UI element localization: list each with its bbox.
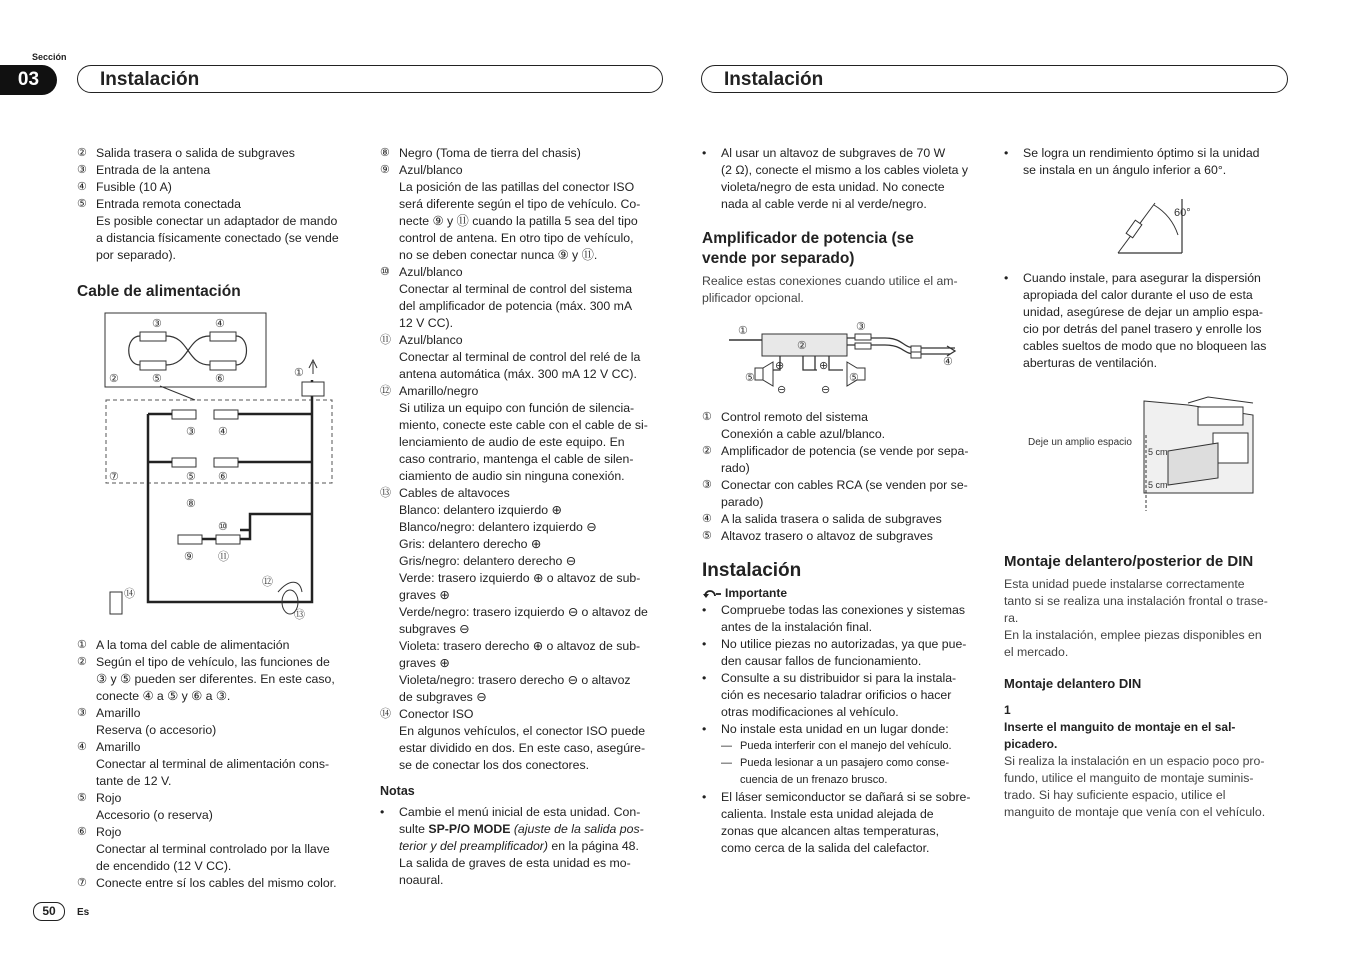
power-cable-wiring-diagram [100, 310, 340, 620]
item-text-line: tante de 12 V. [96, 774, 172, 788]
section-heading-din: Montaje delantero/posterior de DIN [1004, 553, 1254, 570]
text-line: ra. [1004, 611, 1019, 625]
text-line: cuencia de un frenazo brusco. [740, 774, 888, 786]
section-label: Sección [32, 52, 67, 62]
text-line: Pueda lesionar a un pasajero como conse- [740, 757, 950, 769]
item-number: ③ [77, 707, 87, 719]
text-line: ción es necesario taladrar orificios o hacer [721, 688, 952, 702]
item-text-line: Blanco/negro: delantero izquierdo ⊖ [399, 520, 597, 534]
item-text-line: Entrada remota conectada [96, 197, 241, 211]
item-text-line: ciamiento de audio sin ninguna conexión. [399, 469, 625, 483]
column-3 [702, 145, 987, 307]
text-line: Se logra un rendimiento óptimo si la unidad [1023, 146, 1260, 160]
item-text-line: ③ y ⑤ pueden ser diferentes. En este caso, [96, 672, 335, 686]
item-number: ① [77, 639, 87, 651]
item-text-line: Conectar al terminal controlado por la llave [96, 842, 330, 856]
text-line: (2 Ω), conecte el mismo a los cables violeta y [721, 163, 969, 177]
heading-line: Amplificador de potencia (se [702, 230, 914, 247]
text-line: tanto si se realiza una instalación frontal o trase- [1004, 594, 1268, 608]
ventilation-bullet-wrap [1004, 270, 1294, 372]
ventilation-space-diagram [1028, 393, 1268, 513]
installation-heading: Instalación [702, 560, 802, 581]
item-number: ② [77, 656, 87, 668]
text-line: fundo, utilice el manguito de montaje suminis- [1004, 771, 1254, 785]
item-text-line: parado) [721, 495, 764, 509]
item-text-line: Blanco: delantero izquierdo ⊕ [399, 503, 562, 517]
item-text-line: Gris/negro: delantero derecho ⊖ [399, 554, 577, 568]
text-line: el mercado. [1004, 645, 1069, 659]
step-1-title: 1 Inserte el manguito de montaje en el sal- picadero. [1004, 702, 1294, 753]
item-text-line: Amarillo [96, 740, 141, 754]
section-heading-power-cable: Cable de alimentación [77, 283, 241, 300]
list-item [77, 162, 362, 179]
text-line: Cuando instale, para asegurar la dispersión [1023, 271, 1261, 285]
heading-line: vende por separado) [702, 250, 855, 267]
item-text-line: de encendido (12 V CC). [96, 859, 232, 873]
space-label: Deje un amplio espacio [1028, 437, 1132, 448]
item-text-line: A la toma del cable de alimentación [96, 638, 290, 652]
item-text-line: Conectar al terminal de control del sistema [399, 282, 633, 296]
item-number: ⑤ [77, 198, 87, 210]
item-text-line: graves ⊕ [399, 588, 450, 602]
text-line: violeta/negro de esta unidad. No conecte [721, 180, 945, 194]
angle-bullet: • Se logra un rendimiento óptimo si la unidad se instala en un ángulo inferior a 60°. [1004, 145, 1294, 179]
column-4 [1004, 145, 1294, 179]
item-text-line: conecte ④ a ⑤ y ⑥ a ③. [96, 689, 231, 703]
amp-diagram-callout: ① [738, 325, 748, 337]
item-text-line: caso contrario, mantenga el cable de silen- [399, 452, 634, 466]
text-line: Al usar un altavoz de subgraves de 70 W [721, 146, 946, 160]
item-number: ⑤ [77, 792, 87, 804]
diagram-callout: ⑤ [152, 373, 162, 385]
list-item [77, 145, 362, 162]
list-item [702, 409, 987, 443]
item-text-line: miento, conecte este cable con el cable de si- [399, 418, 648, 432]
important-note: Importante [702, 585, 987, 602]
svg-text:⊖: ⊖ [821, 384, 831, 396]
laser-bullet: • El láser semiconductor se dañará si se sobre- calienta. Instale esta unidad alejada de zonas que alcancen altas temperaturas, como cerca de la salida del calefactor. [702, 789, 987, 857]
item-text-line: no se deben conectar nunca ⑨ y ⑪. [399, 248, 598, 262]
section-heading-amplifier [702, 229, 987, 269]
bullet-item: • Compruebe todas las conexiones y sistemas antes de la instalación final. [702, 602, 987, 636]
diagram-callout: ⑥ [218, 471, 228, 483]
diagram-callout: ② [109, 373, 119, 385]
item-text-line: Gris: delantero derecho ⊕ [399, 537, 542, 551]
text-line: nada al cable verde ni al verde/negro. [721, 197, 927, 211]
item-list-top [77, 145, 362, 264]
diagram-callout: ⑭ [124, 588, 135, 600]
column-2 [380, 145, 665, 889]
amp-diagram-callout: ⑤ [849, 372, 859, 384]
text-line: Inserte el manguito de montaje en el sal- [1004, 720, 1236, 734]
list-item [77, 196, 362, 264]
svg-text:⊕: ⊕ [819, 360, 829, 372]
item-text-line: control de antena. En otro tipo de vehículo, [399, 231, 634, 245]
diagram-callout: ⑪ [218, 551, 229, 563]
item-text-line: Conectar con cables RCA (se venden por se- [721, 478, 968, 492]
item-text-line: En algunos vehículos, el conector ISO puede [399, 724, 646, 738]
item-text-line: Fusible (10 A) [96, 180, 172, 194]
diagram-callout: ⑫ [262, 576, 273, 588]
din-text [1004, 576, 1294, 661]
amp-diagram-callout: ④ [943, 356, 953, 368]
text-line: aberturas de ventilación. [1023, 356, 1157, 370]
text-line: como cerca de la salida del calefactor. [721, 841, 930, 855]
bullet-item: • Consulte a su distribuidor si para la instala- ción es necesario taladrar orificios o hacer otras modificaciones al vehículo. [702, 670, 987, 721]
item-text-line: de subgraves ⊖ [399, 690, 487, 704]
item-text-line: Conectar al terminal de alimentación cons- [96, 757, 330, 771]
item-text-line: necte ⑨ y ⑪ cuando la patilla 5 sea del tipo [399, 214, 638, 228]
list-item [77, 654, 362, 705]
svg-text:⊖: ⊖ [777, 384, 787, 396]
item-text-line: Rojo [96, 791, 122, 805]
diagram-callout: ⑥ [215, 373, 225, 385]
amplifier-intro [702, 273, 987, 307]
item-list-bottom [77, 637, 362, 892]
item-text-line: A la salida trasera o salida de subgraves [721, 512, 942, 526]
item-text-line: Amarillo [96, 706, 141, 720]
item-number: ③ [77, 164, 87, 176]
section-number-badge: 03 [0, 65, 57, 95]
item-number: ⑭ [380, 708, 391, 720]
diagram-callout: ⑧ [186, 498, 196, 510]
page-header-right: Instalación [701, 65, 1288, 93]
item-text-line: Accesorio (o reserva) [96, 808, 213, 822]
diagram-callout: ③ [152, 318, 162, 330]
item-number: ⑩ [380, 266, 390, 278]
dash-item: — Pueda lesionar a un pasajero como conse- cuencia de un frenazo brusco. [702, 755, 987, 789]
diagram-callout: ④ [215, 318, 225, 330]
text-line: manguito de montaje que venía con el vehículo. [1004, 805, 1266, 819]
text-line: Si realiza la instalación en un espacio poco pro- [1004, 754, 1265, 768]
item-text-line: a distancia físicamente conectado (se vende [96, 231, 339, 245]
item-text-line: Amplificador de potencia (se vende por sepa- [721, 444, 969, 458]
text-line: zonas que alcancen altas temperaturas, [721, 824, 940, 838]
item-text-line: Verde/negro: trasero izquierdo ⊖ o altavoz de [399, 605, 648, 619]
section-heading-front-din: Montaje delantero DIN [1004, 676, 1142, 691]
list-item [380, 162, 665, 264]
list-item [702, 477, 987, 511]
bullet-item: • No utilice piezas no autorizadas, ya que pue- den causar fallos de funcionamiento. [702, 636, 987, 670]
item-text-line: Conectar al terminal de control del relé de la [399, 350, 641, 364]
note-item: • Cambie el menú inicial de esta unidad. Con- sulte SP-P/O MODE (ajuste de la salida pos- terior y del preamplificador) en la página 48. La salida de graves de esta unidad es mo- noaural. [380, 805, 644, 887]
text-line: En la instalación, emplee piezas disponibles en [1004, 628, 1262, 642]
text-line: El láser semiconductor se dañará si se sobre- [721, 790, 971, 804]
item-number: ③ [702, 479, 712, 491]
item-text-line: Si utiliza un equipo con función de silencia- [399, 401, 635, 415]
list-item [77, 790, 362, 824]
item-text-line: Rojo [96, 825, 122, 839]
notes-heading: Notas [380, 784, 415, 798]
item-text-line: Según el tipo de vehículo, las funciones de [96, 655, 330, 669]
list-item [380, 332, 665, 383]
list-item [77, 875, 362, 892]
item-text-line: Conexión a cable azul/blanco. [721, 427, 886, 441]
item-text-line: Altavoz trasero o altavoz de subgraves [721, 529, 933, 543]
text-line: otras modificaciones al vehículo. [721, 705, 899, 719]
diagram-callout: ⑨ [184, 551, 194, 563]
text-line: No utilice piezas no autorizadas, ya que pue- [721, 637, 967, 651]
cm-label-top: 5 cm [1148, 447, 1168, 457]
amplifier-wiring-diagram [725, 318, 965, 398]
angle-label: 60° [1174, 207, 1191, 219]
text-line: Esta unidad puede instalarse correctamente [1004, 577, 1245, 591]
diagram-callout: ⑤ [186, 471, 196, 483]
item-number: ④ [77, 181, 87, 193]
item-text-line: lenciamiento de audio de este equipo. En [399, 435, 625, 449]
din-section [1004, 552, 1294, 821]
subwoofer-bullet: • Al usar un altavoz de subgraves de 70 W (2 Ω), conecte el mismo a los cables violeta y violeta/negro de esta unidad. No conecte nada al cable verde ni al verde/negro. [702, 145, 987, 213]
item-number: ② [702, 445, 712, 457]
important-icon [702, 587, 722, 601]
item-text-line: Es posible conectar un adaptador de mando [96, 214, 338, 228]
text-line: Realice estas conexiones cuando utilice el am- [702, 274, 958, 288]
diagram-callout: ⑦ [109, 471, 119, 483]
text-line: se instala en un ángulo inferior a 60°. [1023, 163, 1227, 177]
list-item [77, 705, 362, 739]
amp-diagram-callout: ② [797, 340, 807, 352]
item-text-line: Conector ISO [399, 707, 474, 721]
item-text-line: estar dividido en dos. En este caso, asegúre- [399, 741, 646, 755]
item-text-line: Entrada de la antena [96, 163, 211, 177]
list-item [380, 264, 665, 332]
column-3-lower [702, 409, 987, 857]
list-item [380, 145, 665, 162]
text-line: Compruebe todas las conexiones y sistemas [721, 603, 966, 617]
text-line: Pueda interferir con el manejo del vehículo. [740, 740, 952, 752]
list-item [702, 528, 987, 545]
item-number: ⑫ [380, 385, 391, 397]
installation-angle-diagram [1110, 195, 1200, 260]
list-item [77, 824, 362, 875]
item-text-line: por separado). [96, 248, 176, 262]
item-number: ⑥ [77, 826, 87, 838]
item-text-line: Verde: trasero izquierdo ⊕ o altavoz de sub- [399, 571, 641, 585]
item-text-line: Cables de altavoces [399, 486, 510, 500]
item-text-line: Conecte entre sí los cables del mismo color. [96, 876, 337, 890]
cm-label-bottom: 5 cm [1148, 480, 1168, 490]
item-number: ⑦ [77, 877, 87, 889]
dash-item: — Pueda interferir con el manejo del vehículo. [702, 738, 987, 755]
text-line: cio por detrás del panel trasero y enrolle los [1023, 322, 1262, 336]
item-text-line: 12 V CC). [399, 316, 453, 330]
item-number: ⑧ [380, 147, 390, 159]
bullet-item: • No instale esta unidad en un lugar donde: [702, 721, 987, 738]
item-text-line: Azul/blanco [399, 333, 463, 347]
text-line: apropiada del calor durante el uso de esta [1023, 288, 1253, 302]
list-item [77, 739, 362, 790]
language-code: Es [77, 907, 90, 918]
diagram-callout: ④ [218, 426, 228, 438]
list-item [77, 637, 362, 654]
svg-text:⊕: ⊕ [775, 360, 785, 372]
item-text-line: será diferente según el tipo de vehículo. Co- [399, 197, 641, 211]
item-number: ⑬ [380, 487, 391, 499]
item-text-line: subgraves ⊖ [399, 622, 470, 636]
item-text-line: se de conectar los dos conectores. [399, 758, 590, 772]
item-text-line: La posición de las patillas del conector ISO [399, 180, 635, 194]
text-line: No instale esta unidad en un lugar donde: [721, 722, 949, 736]
ventilation-bullet: • Cuando instale, para asegurar la dispersión apropiada del calor durante el uso de esta unidad, asegúrese de dejar un amplio espa- cio por detrás del panel trasero y enrolle los cables sueltos de modo que no bloqueen las aberturas de ventilación. [1004, 270, 1294, 372]
list-item [380, 383, 665, 485]
diagram-callout: ① [294, 367, 304, 379]
list-item [702, 443, 987, 477]
item-text-line: graves ⊕ [399, 656, 450, 670]
diagram-callout: ③ [186, 426, 196, 438]
item-text-line: Violeta/negro: trasero derecho ⊖ o altavoz [399, 673, 631, 687]
diagram-callout: ⑩ [218, 521, 228, 533]
page-header-left: Instalación [77, 65, 663, 93]
item-text-line: Salida trasera o salida de subgraves [96, 146, 295, 160]
item-number: ⑪ [380, 334, 391, 346]
item-number: ⑤ [702, 530, 712, 542]
diagram-callouts [109, 318, 305, 620]
text-line: den causar fallos de funcionamiento. [721, 654, 922, 668]
list-item [380, 485, 665, 706]
text-line: unidad, asegúrese de dejar un amplio espa- [1023, 305, 1263, 319]
item-number: ⑨ [380, 164, 390, 176]
amp-diagram-callout: ⑤ [745, 372, 755, 384]
step-1-text [1004, 753, 1294, 821]
item-text-line: Violeta: trasero derecho ⊕ o altavoz de sub- [399, 639, 641, 653]
list-item [77, 179, 362, 196]
diagram-callout: ⑬ [294, 609, 305, 620]
text-line: cables sueltos de modo que no bloqueen las [1023, 339, 1267, 353]
text-line: trado. Si hay suficiente espacio, utilice el [1004, 788, 1226, 802]
item-text-line: Azul/blanco [399, 163, 463, 177]
item-text-line: Reserva (o accesorio) [96, 723, 217, 737]
item-text-line: del amplificador de potencia (máx. 300 mA [399, 299, 633, 313]
item-text-line: Control remoto del sistema [721, 410, 868, 424]
column-1 [77, 145, 362, 302]
item-text-line: Negro (Toma de tierra del chasis) [399, 146, 581, 160]
text-line: antes de la instalación final. [721, 620, 873, 634]
list-item [380, 706, 665, 774]
amp-diagram-callout: ③ [856, 321, 866, 333]
item-text-line: Azul/blanco [399, 265, 463, 279]
item-number: ② [77, 147, 87, 159]
page-number: 50 [33, 902, 65, 921]
item-number: ① [702, 411, 712, 423]
item-number: ④ [77, 741, 87, 753]
item-text-line: rado) [721, 461, 750, 475]
text-line: Consulte a su distribuidor si para la instala- [721, 671, 957, 685]
item-number: ④ [702, 513, 712, 525]
item-text-line: antena automática (máx. 300 mA 12 V CC). [399, 367, 637, 381]
text-line: calienta. Instale esta unidad alejada de [721, 807, 934, 821]
item-text-line: Amarillo/negro [399, 384, 479, 398]
list-item [702, 511, 987, 528]
text-line: plificador opcional. [702, 291, 804, 305]
